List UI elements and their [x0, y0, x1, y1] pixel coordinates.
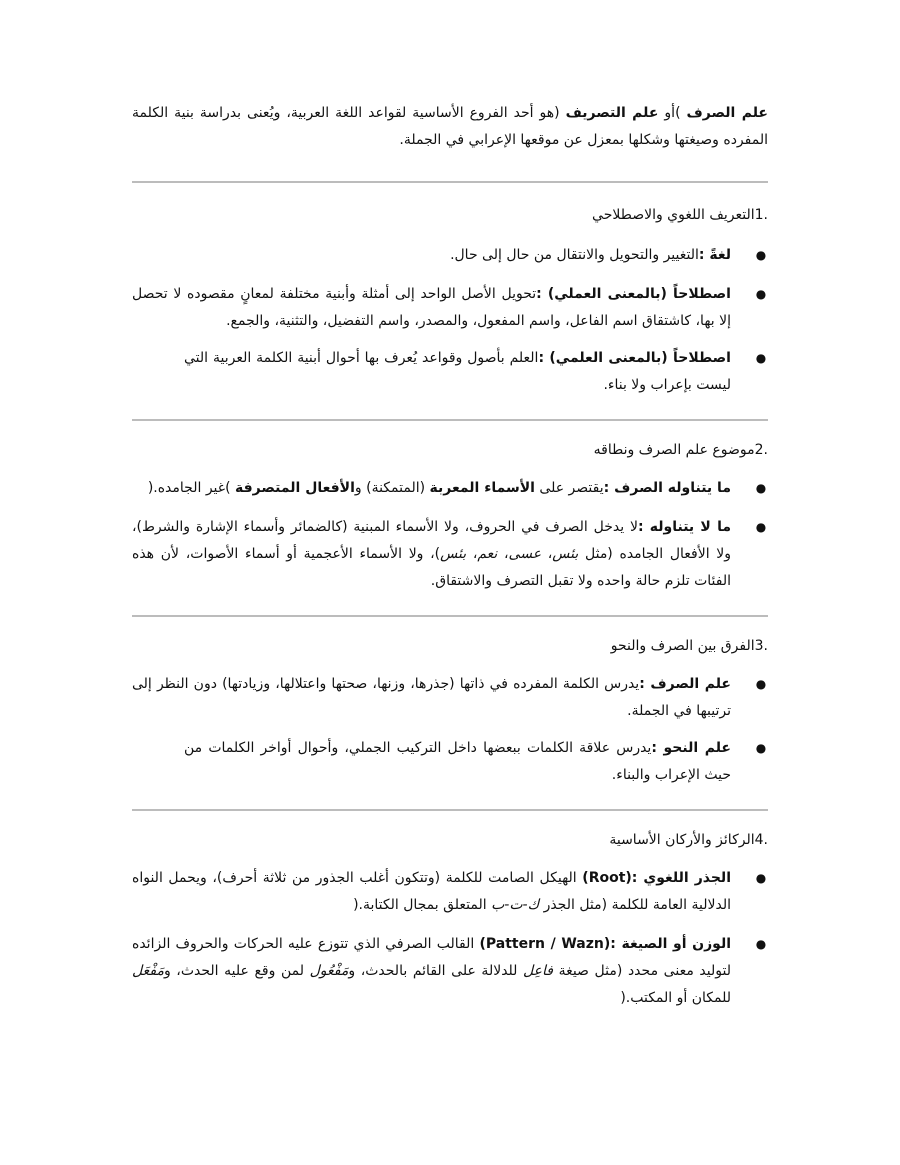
item-text: يدرس الكلمة المفرده في ذاتها (جذرها، وزنها، صحتها واعتلالها، وزيادتها) دون النظر إلى ترتيبها في الجملة.: [132, 676, 731, 719]
list-item: [132, 865, 768, 919]
intro-term-sarf: علم الصرف: [686, 105, 768, 121]
item-text: تحويل الأصل الواحد إلى أمثلة وأبنية مختلفة لمعانٍ مقصوده لا تحصل إلا بها، كاشتقاق اسم الفاعل، واسم المفعول، والمصدر، واسم التفضيل، والتثنية، والجمع.: [132, 286, 731, 329]
item-text: القالب الصرفي الذي تتوزع عليه الحركات والحروف الزائده لتوليد معنى محدد (مثل صيغة: [132, 936, 731, 979]
list-item: [132, 281, 768, 335]
section-divider: [132, 615, 768, 617]
item-text: يدرس علاقة الكلمات ببعضها داخل التركيب الجملي، وأحوال أواخر الكلمات من حيث الإعراب والبناء.: [184, 740, 731, 783]
item-example: فاعِل: [523, 963, 553, 979]
bullet-icon: ●: [755, 937, 767, 951]
bullet-icon: ●: [755, 248, 767, 262]
section-divider: [132, 181, 768, 183]
item-example: مَفْعُول: [309, 963, 349, 979]
item-term: الوزن أو الصيغة :(Pattern / Wazn): [479, 936, 731, 952]
section-3-list: [132, 671, 768, 789]
list-item: [132, 931, 768, 1012]
item-text: )، ولا الأسماء الأعجمية أو أسماء الأصوات، لأن هذه الفئات تلزم حالة واحده ولا تقبل التصرف والاشتقاق.: [132, 546, 731, 589]
item-text: لمن وقع عليه الحدث، و: [163, 963, 310, 979]
bullet-icon: ●: [755, 520, 767, 534]
item-highlight: الأفعال المتصرفة: [235, 480, 355, 496]
item-highlight: الأسماء المعربة: [429, 480, 535, 496]
item-text: يقتصر على: [534, 480, 604, 496]
list-item: [184, 735, 768, 789]
list-item: [184, 345, 768, 399]
bullet-icon: ●: [755, 351, 767, 365]
section-4-list: [132, 865, 768, 1012]
item-example: عسى: [508, 546, 542, 562]
section-divider: [132, 809, 768, 811]
item-text: للدلالة على القائم بالحدث، و: [348, 963, 524, 979]
item-text: ،: [541, 546, 553, 562]
item-text: الهيكل الصامت للكلمة (وتتكون أغلب الجذور من ثلاثة أحرف)، ويحمل النواه الدلالية العامة للكلمة (مثل الجذر: [132, 870, 731, 913]
bullet-icon: ●: [755, 481, 767, 495]
item-text: ،: [497, 546, 509, 562]
item-term: اصطلاحاً (بالمعنى العملي) :: [536, 286, 731, 302]
item-example: نعم: [477, 546, 498, 562]
bullet-icon: ●: [755, 677, 767, 691]
section-2-list: [132, 475, 768, 595]
item-term: لغةً :: [698, 247, 731, 263]
intro-text: (هو أحد الفروع الأساسية لقواعد اللغة العربية، ويُعنى بدراسة بنية الكلمة المفرده وصيغتها وشكلها بمعزل عن موقعها الإعرابي في الجملة.: [132, 105, 768, 148]
intro-paragraph: [132, 100, 768, 154]
intro-term-tasrif: علم التصريف: [565, 105, 659, 121]
item-example: بئس: [552, 546, 579, 562]
bullet-icon: ●: [755, 741, 767, 755]
item-example: مَفْعَل: [132, 963, 164, 979]
section-1-list: [132, 242, 768, 399]
section-2-heading: .2موضوع علم الصرف ونطاقه: [593, 442, 768, 458]
list-item: [132, 475, 768, 502]
list-item: [132, 671, 768, 725]
item-text: )غير الجامده.(: [147, 480, 235, 496]
item-term: ما لا يتناوله :: [637, 519, 732, 535]
section-divider: [132, 419, 768, 421]
item-text: (المتمكنة) و: [354, 480, 430, 496]
item-term: اصطلاحاً (بالمعنى العلمي) :: [538, 350, 731, 366]
item-example: ك-ت-ب: [491, 897, 540, 913]
bullet-icon: ●: [755, 287, 767, 301]
item-text: المتعلق بمجال الكتابة.(: [353, 897, 492, 913]
item-example: بئس: [440, 546, 467, 562]
item-text: ،: [466, 546, 478, 562]
item-text: لا يدخل الصرف في الحروف، ولا الأسماء المبنية (كالضمائر وأسماء الإشارة والشرط)، ولا الأفعال الجامده (مثل: [132, 519, 732, 562]
section-1-heading: .1التعريف اللغوي والاصطلاحي: [592, 207, 768, 223]
list-item: [132, 514, 768, 595]
bullet-icon: ●: [755, 871, 767, 885]
item-term: علم الصرف :: [639, 676, 731, 692]
item-term: علم النحو :: [651, 740, 731, 756]
item-text: التغيير والتحويل والانتقال من حال إلى حال.: [450, 247, 699, 263]
item-text: العلم بأصول وقواعد يُعرف بها أحوال أبنية الكلمة العربية التي ليست بإعراب ولا بناء.: [184, 350, 731, 393]
item-term: الجذر اللغوي :(Root): [582, 870, 731, 886]
section-3-heading: .3الفرق بين الصرف والنحو: [610, 638, 768, 654]
section-4-heading: .4الركائز والأركان الأساسية: [609, 832, 768, 848]
list-item: [132, 242, 768, 269]
item-text: للمكان أو المكتب.(: [620, 990, 731, 1006]
item-term: ما يتناوله الصرف :: [603, 480, 731, 496]
intro-conjunction: )أو: [658, 105, 681, 121]
